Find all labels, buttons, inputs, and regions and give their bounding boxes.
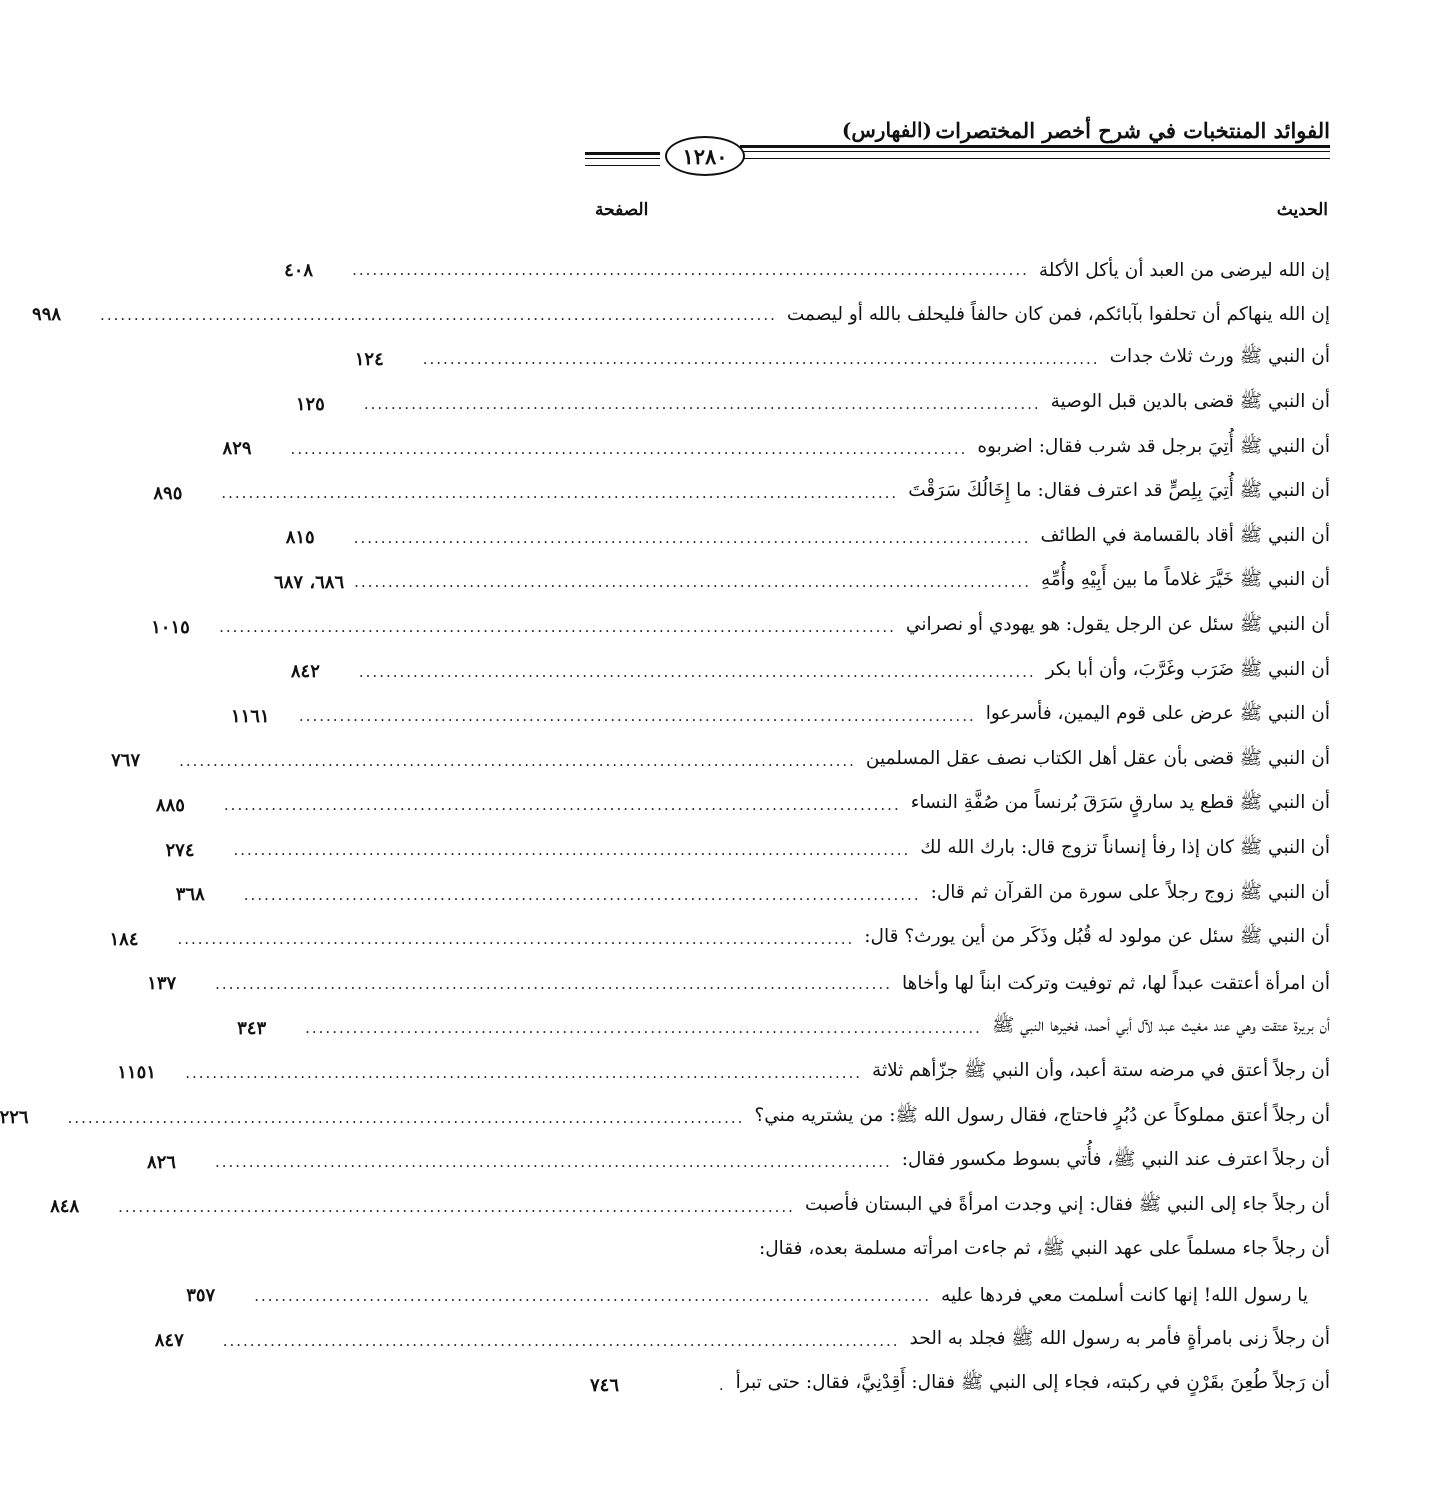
- dot-leader: ....................................................................................................: [298, 707, 976, 726]
- index-entry: [590, 1229, 1330, 1274]
- header-rule-right: [740, 145, 1330, 159]
- index-entry: [165, 828, 1330, 873]
- section-title: (الفهارس): [841, 118, 932, 142]
- entry-page: ٧٤٦: [590, 1374, 620, 1396]
- book-title: الفوائد المنتخبات في شرح أخصر المختصرات: [935, 118, 1330, 143]
- entry-text: أن النبي ﷺ سئل عن الرجل يقول: هو يهودي أو نصراني: [905, 614, 1330, 636]
- index-entry: [109, 917, 1330, 962]
- entry-text: أن النبي ﷺ ورث ثلاث جدات: [1109, 346, 1330, 368]
- dot-leader: ....................................................................................................: [363, 395, 1041, 414]
- column-header-hadith: الحديث: [1276, 200, 1328, 220]
- entry-text: أن رجلاً زنى بامرأةٍ فأمر به رسول الله ﷺ فجلد به الحد: [909, 1327, 1330, 1349]
- entry-text: أن رجلاً جاء مسلماً على عهد النبي ﷺ، ثم جاءت امرأته مسلمة بعده، فقال:: [759, 1238, 1330, 1260]
- dot-leader: ....................................................................................................: [354, 573, 1031, 592]
- dot-leader: ....................................................................................................: [290, 439, 968, 458]
- entry-text: أن النبي ﷺ قضى بالدين قبل الوصية: [1050, 391, 1330, 413]
- entry-page: ١٣٧: [147, 973, 177, 995]
- entry-page: ٣٥٧: [186, 1285, 216, 1307]
- entry-text: إن الله ينهاكم أن تحلفوا بآبائكم، فمن كان حالفاً فليحلف بالله أو ليصمت: [786, 304, 1330, 326]
- entry-page: ١١٦١: [230, 705, 270, 727]
- entry-page: ١٢٤: [354, 348, 384, 370]
- entry-page: ٣٦٨: [175, 884, 205, 906]
- entry-page: ٣٤٣: [237, 1017, 267, 1039]
- entry-text: أن رجلاً جاء إلى النبي ﷺ فقال: إني وجدت امرأةً في البستان فأصبت: [804, 1193, 1330, 1215]
- index-entry: [111, 739, 1330, 784]
- dot-leader: ....................................................................................................: [352, 261, 1029, 280]
- dot-leader: ....................................................................................................: [185, 1063, 863, 1082]
- header-rule-left: [585, 152, 660, 166]
- entry-text: أن رجلاً أعتق مملوكاً عن دُبُرٍ فاحتاج، فقال رسول الله ﷺ: من يشتريه مني؟: [754, 1104, 1330, 1126]
- entry-text: أن رجلاً اعترف عند النبي ﷺ، فأُتي بسوط مكسور فقال:: [901, 1149, 1330, 1171]
- entry-page: ١٨٤: [109, 928, 139, 950]
- index-entry: [230, 694, 1330, 739]
- page-number: ١٢٨٠: [665, 136, 745, 176]
- entry-page: ١٢٥: [295, 393, 325, 415]
- index-entry: [0, 1095, 1330, 1140]
- entry-text: أن النبي ﷺ قطع يد سارقٍ سَرَقَ بُرنساً من صُفَّةِ النساء: [910, 792, 1330, 814]
- entry-page: ٨٩٥: [153, 482, 183, 504]
- entry-text: أن النبي ﷺ قضى بأن عقل أهل الكتاب نصف عقل المسلمين: [865, 747, 1330, 769]
- dot-leader: ....................................................................................................: [214, 1153, 892, 1172]
- entry-page: ٤٠٨: [284, 259, 314, 281]
- entry-text: أن رَجلاً طُعِنَ بقَرْنٍ في ركبته، فجاء إلى النبي ﷺ فقال: أَقِدْنِيَّ، فقال: حتى تبرأ: [735, 1372, 1330, 1394]
- entry-text: أن رجلاً أعتق في مرضه ستة أعبد، وأن النبي ﷺ جزّأهم ثلاثة: [872, 1059, 1330, 1081]
- dot-leader: ....................................................................................................: [243, 885, 921, 904]
- index-entry: [284, 248, 1330, 293]
- entry-text: يا رسول الله! إنها كانت أسلمت معي فردها عليه: [941, 1285, 1308, 1307]
- dot-leader: ....................................................................................................: [177, 930, 855, 949]
- index-entry: [147, 962, 1330, 1007]
- entry-text: أن النبي ﷺ كان إذا رفأ إنساناً تزوج قال: بارك الله لك: [920, 837, 1330, 859]
- entry-page: ٦٨٦، ٦٨٧: [274, 571, 345, 593]
- index-entry: [153, 471, 1330, 516]
- entry-page: ١١٥١: [117, 1062, 156, 1084]
- dot-leader: ....................................................................................................: [254, 1286, 932, 1305]
- index-entry: [175, 872, 1330, 917]
- entry-text: أن النبي ﷺ سئل عن مولود له قُبُل وذَكَر من أين يورث؟ قال:: [864, 926, 1330, 948]
- index-entry: [146, 1140, 1330, 1185]
- index-entry: [32, 293, 1330, 338]
- dot-leader: ....................................................................................................: [233, 841, 911, 860]
- entry-text: أن النبي ﷺ خَيَّرَ غلاماً ما بين أَبِيْهِ وأُمِّهِ: [1040, 569, 1330, 591]
- index-entry: [151, 605, 1330, 650]
- dot-leader: ....................................................................................................: [67, 1108, 745, 1127]
- index-entry: [295, 382, 1330, 427]
- dot-leader: ....................................................................................................: [221, 484, 899, 503]
- index-entry: [354, 337, 1330, 382]
- page-header: [585, 112, 1330, 172]
- dot-leader: ....................................................................................................: [179, 751, 856, 770]
- entry-page: ١٠١٥: [151, 616, 190, 638]
- entry-page: ٨٨٥: [155, 794, 185, 816]
- entry-text: إن الله ليرضى من العبد أن يأكل الأكلة: [1038, 259, 1330, 281]
- entry-text: أن امرأة أعتقت عبداً لها، ثم توفيت وتركت ابناً لها وأخاها: [901, 973, 1330, 995]
- entry-page: ٧٦٧: [111, 750, 141, 772]
- entry-page: ٨٤٨: [50, 1196, 80, 1218]
- index-entry: [590, 1363, 1330, 1408]
- column-header-page: الصفحة: [595, 200, 649, 220]
- entry-page: ٨٢٩: [222, 438, 252, 460]
- entry-text: أن النبي ﷺ أُتِيَ بِلِصٍّ قد اعترف فقال: ما إِخَالُكَ سَرَقْتَ: [908, 480, 1330, 502]
- entry-text: أن النبي ﷺ أقاد بالقسامة في الطائف: [1040, 524, 1330, 546]
- index-entry: [117, 1051, 1330, 1096]
- entry-text: أن النبي ﷺ زوج رجلاً على سورة من القرآن ثم قال:: [930, 881, 1330, 903]
- dot-leader: ....................................................................................................: [353, 528, 1031, 547]
- index-entry: [274, 560, 1330, 605]
- entry-text: أن النبي ﷺ ضَرَب وغَرَّبَ، وأن أبا بكر: [1045, 658, 1330, 680]
- entry-page: ٨٤٢: [290, 661, 320, 683]
- entry-page: ٩٩٨: [32, 304, 62, 326]
- dot-leader: .: [718, 1376, 726, 1395]
- entry-page: ٨١٥: [285, 527, 315, 549]
- dot-leader: ....................................................................................................: [222, 1331, 900, 1350]
- dot-leader: ....................................................................................................: [118, 1197, 795, 1216]
- index-entry: [222, 426, 1330, 471]
- entry-text: أن بريرة عتقت وهي عند مغيث عبد لآل أبي أحمد، فخيرها النبي ﷺ: [991, 1015, 1330, 1037]
- entry-page: ٨٢٦: [146, 1151, 176, 1173]
- dot-leader: ....................................................................................................: [422, 350, 1100, 369]
- index-entry: [50, 1184, 1330, 1229]
- dot-leader: ....................................................................................................: [223, 796, 901, 815]
- dot-leader: ....................................................................................................: [358, 662, 1036, 681]
- dot-leader: ....................................................................................................: [219, 618, 896, 637]
- index-entry: [155, 783, 1330, 828]
- entry-text: أن النبي ﷺ عرض على قوم اليمين، فأسرعوا: [985, 703, 1330, 725]
- index-entry: [186, 1274, 1330, 1319]
- index-entry: [285, 516, 1330, 561]
- entry-page: ٢٢٦: [0, 1107, 29, 1129]
- index-list: [0, 248, 1330, 1407]
- entry-page: ٨٤٧: [154, 1330, 184, 1352]
- index-entry: [154, 1318, 1330, 1363]
- dot-leader: ....................................................................................................: [215, 974, 892, 993]
- entry-page: ٢٧٤: [165, 839, 195, 861]
- index-entry: [237, 1006, 1330, 1051]
- dot-leader: ....................................................................................................: [305, 1019, 982, 1038]
- index-entry: [290, 649, 1330, 694]
- entry-text: أن النبي ﷺ أُتِيَ برجل قد شرب فقال: اضربوه: [977, 435, 1330, 457]
- dot-leader: ....................................................................................................: [100, 305, 777, 324]
